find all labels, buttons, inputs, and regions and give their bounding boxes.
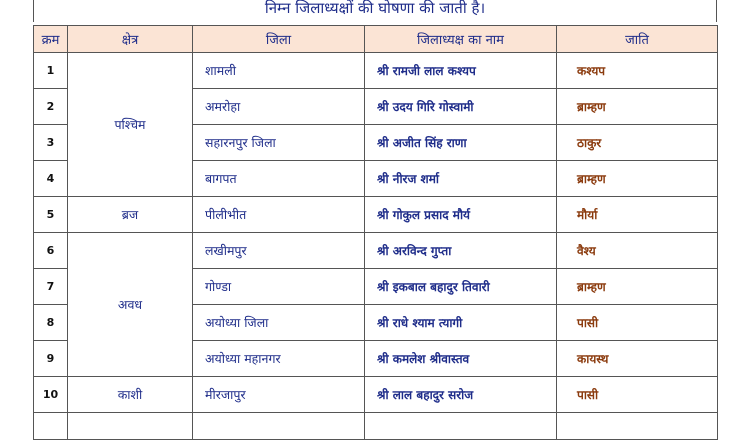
zone-cell: काशी	[68, 377, 193, 413]
district-cell: अयोध्या जिला	[193, 305, 365, 341]
serial-cell: 8	[34, 305, 68, 341]
caste-cell: मौर्या	[557, 197, 718, 233]
zone-cell: अवध	[68, 233, 193, 377]
caste-cell: पासी	[557, 377, 718, 413]
header-president-name: जिलाध्यक्ष का नाम	[365, 26, 557, 53]
caste-cell: ब्राम्हण	[557, 269, 718, 305]
district-cell: शामली	[193, 53, 365, 89]
serial-cell: 3	[34, 125, 68, 161]
serial-cell: 2	[34, 89, 68, 125]
table-row	[34, 197, 718, 233]
serial-cell: 9	[34, 341, 68, 377]
table-row	[34, 377, 718, 413]
serial-cell: 1	[34, 53, 68, 89]
header-zone: क्षेत्र	[68, 26, 193, 53]
caste-cell	[557, 413, 718, 440]
caste-cell: कश्यप	[557, 53, 718, 89]
district-cell: पीलीभीत	[193, 197, 365, 233]
district-president-table	[33, 25, 718, 440]
serial-cell: 5	[34, 197, 68, 233]
caste-cell: ब्राम्हण	[557, 161, 718, 197]
table-header-row	[34, 26, 718, 53]
president-name-cell: श्री लाल बहादुर सरोज	[365, 377, 557, 413]
serial-cell: 4	[34, 161, 68, 197]
caste-cell: ब्राम्हण	[557, 89, 718, 125]
president-name-cell: श्री गोकुल प्रसाद मौर्य	[365, 197, 557, 233]
serial-cell: 7	[34, 269, 68, 305]
district-cell: बागपत	[193, 161, 365, 197]
caste-cell: वैश्य	[557, 233, 718, 269]
caste-cell: कायस्थ	[557, 341, 718, 377]
district-cell: अमरोहा	[193, 89, 365, 125]
president-name-cell: श्री राधे श्याम त्यागी	[365, 305, 557, 341]
serial-cell	[34, 413, 68, 440]
caste-cell: पासी	[557, 305, 718, 341]
header-district: जिला	[193, 26, 365, 53]
serial-cell: 6	[34, 233, 68, 269]
president-name-cell: श्री नीरज शर्मा	[365, 161, 557, 197]
zone-cell: पश्चिम	[68, 53, 193, 197]
president-name-cell: श्री अजीत सिंह राणा	[365, 125, 557, 161]
header-serial: क्रम	[34, 26, 68, 53]
president-name-cell: श्री रामजी लाल कश्यप	[365, 53, 557, 89]
announcement-title: निम्न जिलाध्यक्षों की घोषणा की जाती है।	[33, 0, 717, 22]
table-row	[34, 413, 718, 440]
president-name-cell	[365, 413, 557, 440]
president-name-cell: श्री उदय गिरि गोस्वामी	[365, 89, 557, 125]
district-cell: अयोध्या महानगर	[193, 341, 365, 377]
president-name-cell: श्री अरविन्द गुप्ता	[365, 233, 557, 269]
serial-cell: 10	[34, 377, 68, 413]
district-cell: मीरजापुर	[193, 377, 365, 413]
district-cell	[193, 413, 365, 440]
caste-cell: ठाकुर	[557, 125, 718, 161]
district-cell: सहारनपुर जिला	[193, 125, 365, 161]
header-caste: जाति	[557, 26, 718, 53]
district-cell: लखीमपुर	[193, 233, 365, 269]
president-name-cell: श्री इकबाल बहादुर तिवारी	[365, 269, 557, 305]
zone-cell	[68, 413, 193, 440]
table-row	[34, 53, 718, 89]
district-cell: गोण्डा	[193, 269, 365, 305]
zone-cell: ब्रज	[68, 197, 193, 233]
table-row	[34, 233, 718, 269]
president-name-cell: श्री कमलेश श्रीवास्तव	[365, 341, 557, 377]
